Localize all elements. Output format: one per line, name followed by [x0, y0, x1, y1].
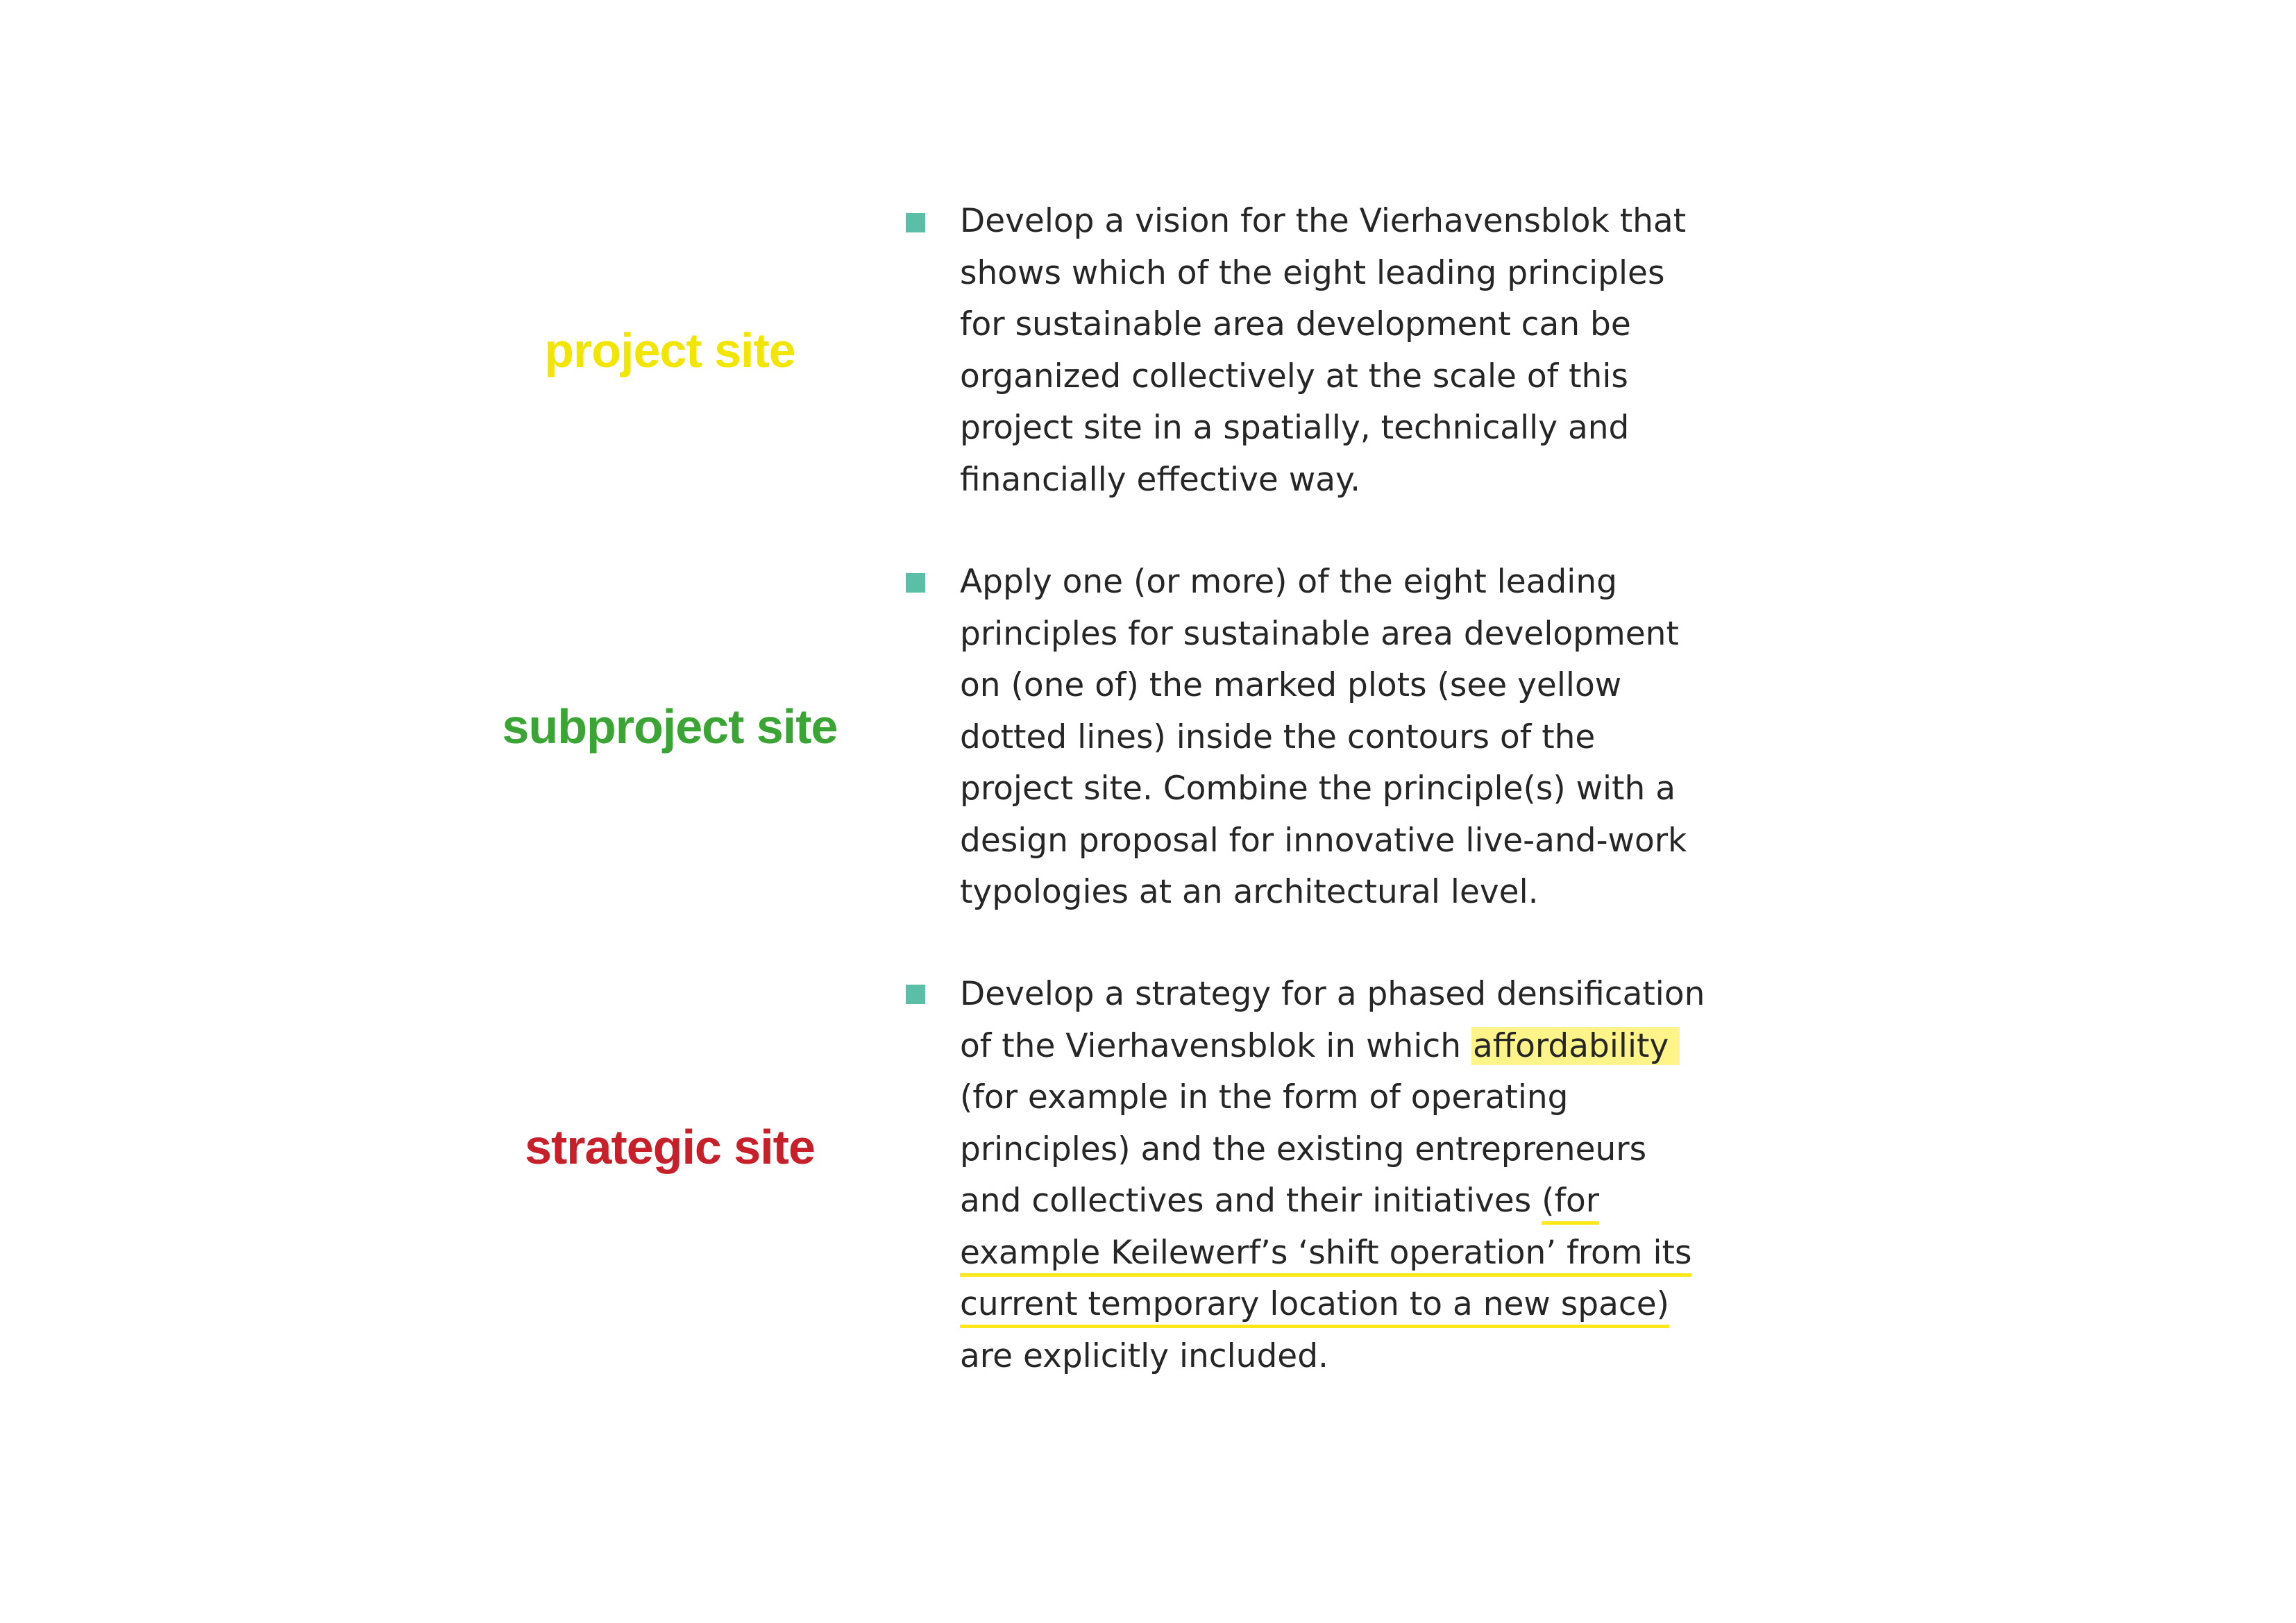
text-line: on (one of) the marked plots (see yellow [960, 666, 1622, 704]
square-bullet-icon [906, 213, 925, 232]
text-line: design proposal for innovative live-and-work [960, 821, 1687, 860]
underlined-text: current temporary location to a new space) [960, 1285, 1669, 1328]
text-line: typologies at an architectural level. [960, 873, 1539, 911]
text-fragment: and collectives and their initiatives [960, 1182, 1542, 1220]
underlined-text: (for [1542, 1182, 1599, 1225]
highlighted-affordability: affordability [1471, 1027, 1680, 1065]
project-site-label: project site [544, 323, 795, 377]
strategic-site-description [960, 969, 1793, 1382]
project-site-description [960, 196, 1793, 506]
text-line: Develop a vision for the Vierhavensblok that [960, 202, 1687, 240]
text-line: principles for sustainable area development [960, 614, 1679, 653]
text-line: organized collectively at the scale of this [960, 357, 1628, 396]
text-line: shows which of the eight leading principles [960, 253, 1665, 292]
strategic-site-label: strategic site [525, 1120, 815, 1174]
text-line: financially effective way. [960, 460, 1361, 499]
square-bullet-icon [906, 573, 925, 593]
text-line: project site. Combine the principle(s) with a [960, 770, 1676, 808]
text-line: (for example in the form of operating [960, 1078, 1569, 1116]
subproject-site-label: subproject site [502, 699, 838, 754]
text-line: for sustainable area development can be [960, 305, 1631, 343]
square-bullet-icon [906, 985, 925, 1004]
text-line: project site in a spatially, technically and [960, 409, 1630, 447]
text-line: Develop a strategy for a phased densification [960, 975, 1705, 1013]
text-line [960, 1021, 1793, 1073]
text-line: principles) and the existing entrepreneurs [960, 1130, 1647, 1169]
text-fragment: of the Vierhavensblok in which [960, 1026, 1471, 1065]
text-line: dotted lines) inside the contours of the [960, 717, 1596, 756]
text-line: are explicitly included. [960, 1336, 1328, 1375]
underlined-text: example Keilewerf’s ‘shift operation’ from its [960, 1234, 1691, 1277]
text-line [960, 1279, 1793, 1331]
subproject-site-description [960, 556, 1793, 919]
text-line [960, 1175, 1793, 1227]
text-line [960, 1227, 1793, 1280]
text-line: Apply one (or more) of the eight leading [960, 563, 1617, 601]
